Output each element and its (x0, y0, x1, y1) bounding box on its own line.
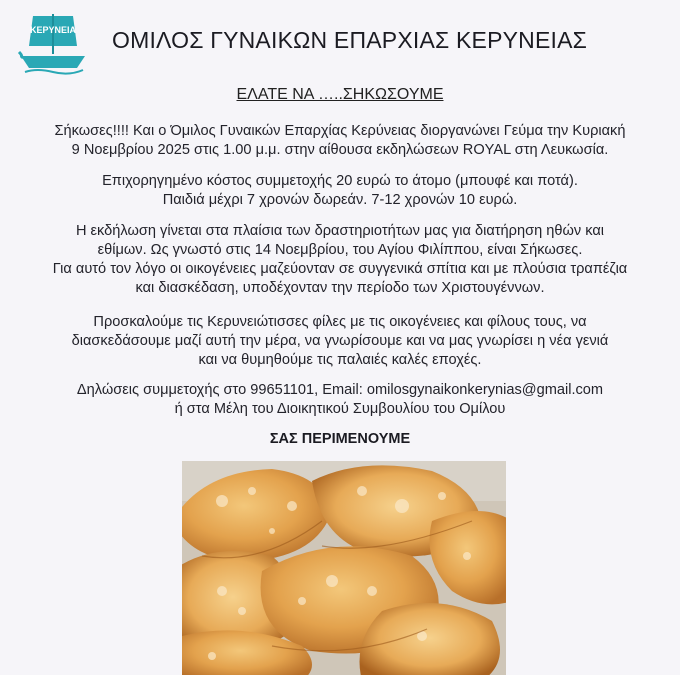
text-line: Δηλώσεις συμμετοχής στο 99651101, Email: omilosgynaikonkerynias@gmail.com (76, 382, 604, 398)
paragraph-invitation (0, 313, 680, 370)
closing-text: ΣΑΣ ΠΕΡΙΜΕΝΟΥΜΕ (269, 431, 411, 447)
text-line: Για αυτό τον λόγο οι οικογένειες μαζεύονταν σε συγγενικά σπίτια και με πλούσια τραπέζια (52, 261, 628, 277)
text-line: 9 Νοεμβρίου 2025 στις 1.00 μ.μ. στην αίθουσα εκδηλώσεων ROYAL στη Λευκωσία. (71, 142, 609, 158)
invitation-subtitle (0, 86, 680, 104)
paragraph-registration (0, 381, 680, 419)
text-line: και να θυμηθούμε τις παλαιές καλές εποχές. (198, 352, 482, 368)
kyrenia-ship-logo (17, 12, 89, 76)
text-line: Σήκωσες!!!! Και ο Όμιλος Γυναικών Επαρχίας Κερύνειας διοργανώνει Γεύμα την Κυριακή (54, 123, 626, 139)
text-line: ή στα Μέλη του Διοικητικού Συμβουλίου του Ομίλου (174, 401, 506, 417)
text-line: Η εκδήλωση γίνεται στα πλαίσια των δραστηριοτήτων μας για διατήρηση ηθών και (75, 223, 605, 239)
subtitle-text: ΕΛΑΤΕ ΝΑ …..ΣΗΚΩΣΟΥΜΕ (236, 86, 444, 103)
text-line: και διασκέδαση, υποδέχονταν την περίοδο των Χριστουγέννων. (135, 280, 545, 296)
pastries-photo (182, 461, 506, 675)
text-line: Προσκαλούμε τις Κερυνειώτισσες φίλες με τις οικογένειες και φίλους τους, να (93, 314, 587, 330)
text-line: Παιδιά μέχρι 7 χρονών δωρεάν. 7-12 χρονών 10 ευρώ. (162, 192, 518, 208)
organization-title: ΟΜΙΛΟΣ ΓΥΝΑΙΚΩΝ ΕΠΑΡΧΙΑΣ ΚΕΡΥΝΕΙΑΣ (112, 27, 588, 53)
paragraph-tradition (0, 222, 680, 298)
text-line: διασκεδάσουμε μαζί αυτή την μέρα, να γνωρίσουμε και να μας γνωρίσει η νέα γενιά (71, 333, 609, 349)
logo-text: ΚΕΡΥΝΕΙΑ (29, 25, 77, 35)
text-line: Επιχορηγημένο κόστος συμμετοχής 20 ευρώ το άτομο (μπουφέ και ποτά). (102, 173, 578, 189)
paragraph-cost (0, 172, 680, 210)
text-line: εθίμων. Ως γνωστό στις 14 Νοεμβρίου, του Αγίου Φιλίππου, είναι Σήκωσες. (97, 242, 583, 258)
paragraph-event-announcement (0, 122, 680, 160)
